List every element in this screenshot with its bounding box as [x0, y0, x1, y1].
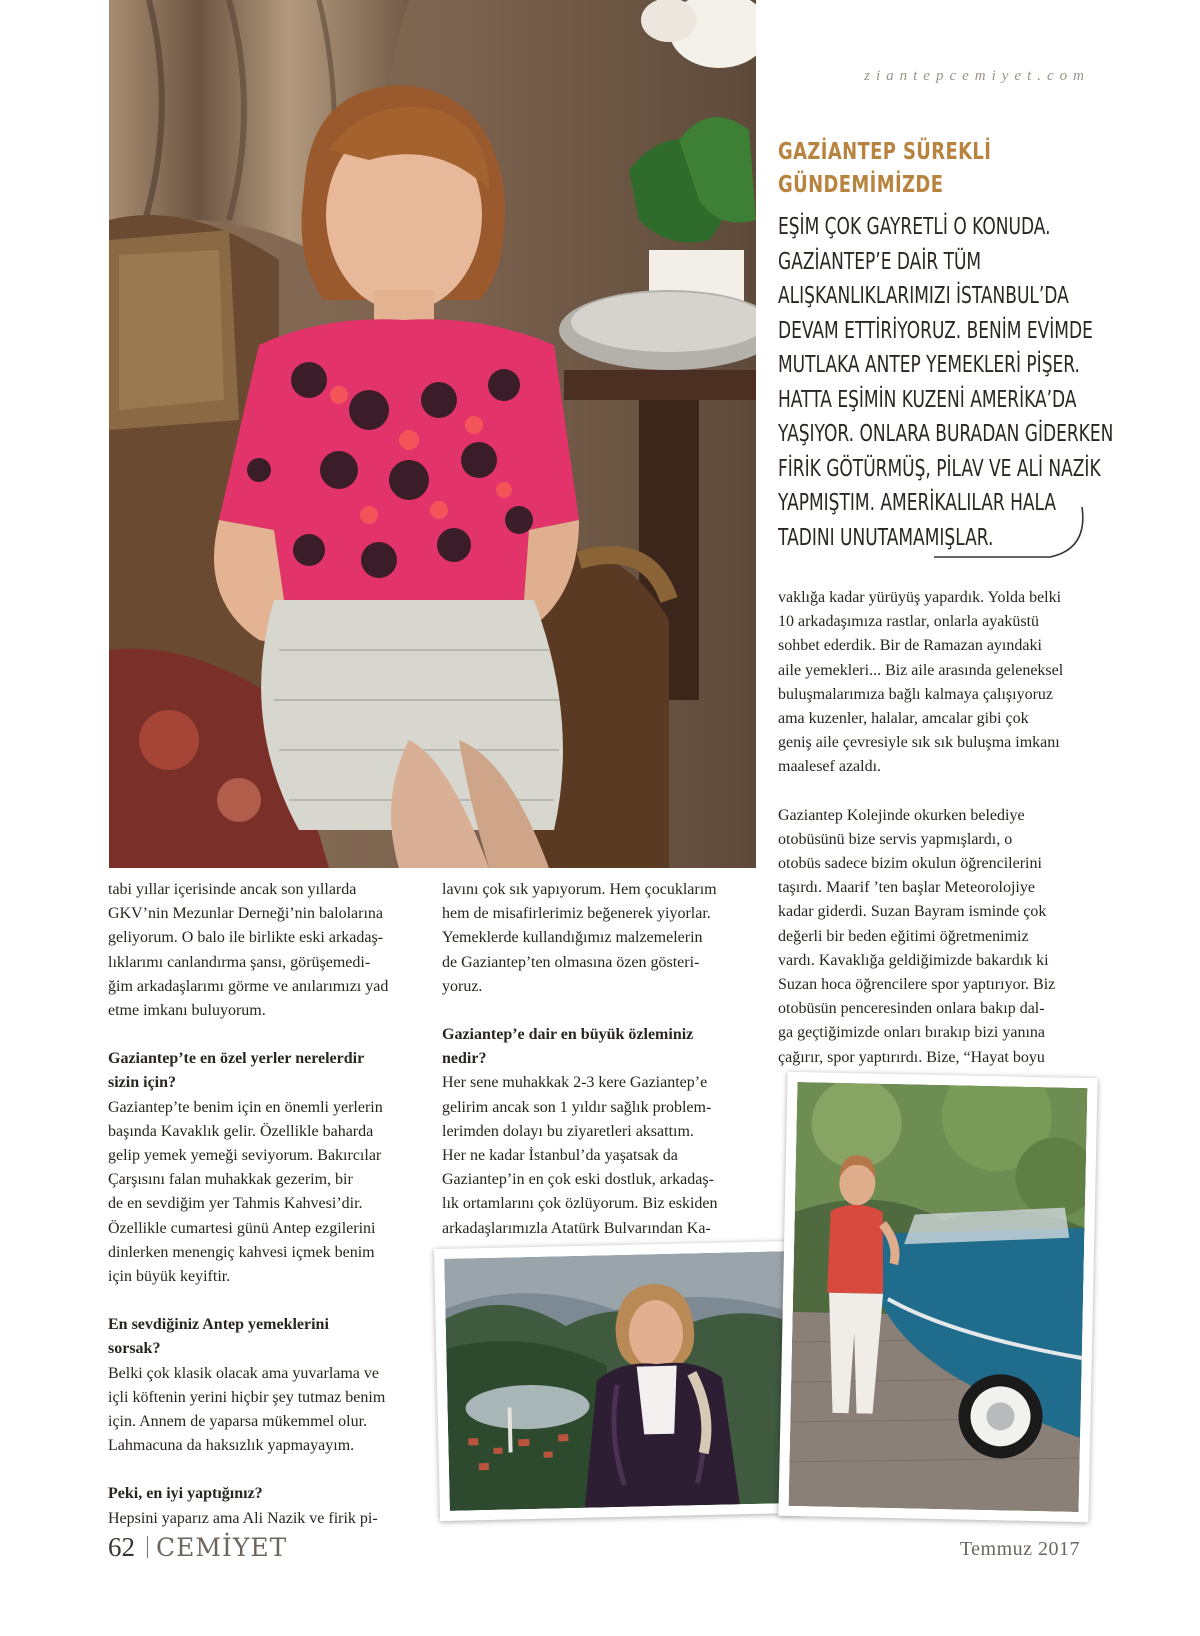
pull-quote-line: YAŞIYOR. ONLARA BURADAN GİDERKEN [778, 421, 1114, 447]
page-number: 62 [108, 1532, 135, 1562]
text-line: Belki çok klasik olacak ama yuvarlama ve [108, 1364, 380, 1382]
interview-question [108, 1482, 420, 1506]
issue-date: Temmuz 2017 [959, 1538, 1080, 1560]
pull-quote-body [778, 210, 1114, 555]
text-line: de en sevdiğim yer Tahmis Kahvesi’dir. [108, 1195, 363, 1213]
text-line: Gaziantep Kolejinde okurken belediye [778, 806, 1025, 824]
text-line: Hepsini yaparız ama Ali Nazik ve firik pi- [108, 1509, 378, 1527]
interview-question [442, 1023, 742, 1071]
text-line: ama kuzenler, halalar, amcalar gibi çok [778, 710, 1029, 728]
text-line: En sevdiğiniz Antep yemeklerini [108, 1316, 329, 1334]
text-line: Her sene muhakkak 2-3 kere Gaziantep’e [442, 1074, 708, 1092]
text-line: sizin için? [108, 1074, 177, 1092]
text-line: maalesef azaldı. [778, 758, 882, 776]
pull-quote-line: HATTA EŞİMİN KUZENİ AMERİKA’DA [778, 386, 1077, 413]
pull-quote-line: EŞİM ÇOK GAYRETLİ O KONUDA. [778, 214, 1051, 240]
text-line: vardı. Kavaklığa geldiğimizde bakardık ki [778, 951, 1049, 969]
text-line: geliyorum. O balo ile birlikte eski arkadaş- [108, 929, 384, 947]
text-line: içli köftenin yerini hiçbir şey tutmaz benim [108, 1388, 386, 1406]
text-line: Lahmacuna da haksızlık yapmayayım. [108, 1437, 355, 1455]
article-column-1 [108, 878, 420, 1531]
pull-quote-line: YAPMIŞTIM. AMERİKALILAR HALA [778, 490, 1057, 516]
page-folio [108, 1532, 287, 1563]
text-line: vaklığa kadar yürüyüş yapardık. Yolda belki [778, 589, 1062, 606]
text-line: ğim arkadaşlarımı görme ve anılarımızı yad [108, 977, 389, 995]
text-line: Özellikle cumartesi günü Antep ezgilerini [108, 1219, 376, 1237]
paragraph [108, 1362, 420, 1459]
article-column-2 [442, 878, 742, 1241]
text-line: Peki, en iyi yaptığınız? [108, 1485, 263, 1503]
pull-quote-heading-line: GÜNDEMİMİZDE [778, 172, 944, 198]
text-line: için. Annem de yaparsa mükemmel olur. [108, 1413, 368, 1431]
text-line: Gaziantep’te en özel yerler nerelerdir [108, 1050, 365, 1068]
text-line: Çarşısını falan muhakkak gezerim, bir [108, 1171, 353, 1189]
paragraph [108, 1096, 420, 1290]
paragraph [778, 586, 1088, 780]
text-line: yoruz. [442, 977, 483, 995]
text-line: tabi yıllar içerisinde ancak son yıllarda [108, 881, 357, 898]
text-line: otobüs sadece bizim okulun öğrencilerini [778, 855, 1042, 873]
classic-car-photo [778, 1072, 1097, 1522]
text-line: buluşmalarımıza bağlı kalmaya çalışıyoruz [778, 685, 1054, 703]
text-line: aile yemekleri... Biz aile arasında geleneksel [778, 661, 1064, 679]
text-line: gelip yemek yemeği seviyorum. Bakırcılar [108, 1147, 382, 1165]
pull-quote-heading-line: GAZİANTEP SÜREKLİ [778, 139, 992, 165]
text-line: geniş aile çevresiyle sık sık buluşma imkanı [778, 734, 1060, 752]
text-line: ga geçtiğimizde onları bırakıp bizi yanına [778, 1024, 1046, 1042]
paragraph [442, 1071, 742, 1240]
text-line: dinlerken menengiç kahvesi içmek benim [108, 1243, 375, 1261]
text-line: de Gaziantep’ten olmasına özen gösteri- [442, 953, 700, 971]
text-line: lıklarımı canlandırma şansı, görüşemedi- [108, 953, 371, 971]
paragraph [442, 878, 742, 999]
pull-quote-curve-decoration [930, 505, 1090, 565]
magazine-name: CEMİYET [156, 1533, 288, 1562]
pull-quote-line: TADINI UNUTAMAMIŞLAR. [778, 524, 994, 551]
text-line: gelirim ancak son 1 yıldır sağlık problem- [442, 1098, 712, 1116]
interview-question [108, 1047, 420, 1095]
text-line: için büyük keyiftir. [108, 1268, 231, 1286]
lake-landscape-photo [434, 1241, 803, 1521]
text-line: etme imkanı buluyorum. [108, 1002, 266, 1020]
paragraph [108, 1507, 420, 1531]
text-line: Gaziantep’te benim için en önemli yerlerin [108, 1098, 383, 1116]
article-column-3 [778, 586, 1088, 1070]
paragraph [778, 804, 1088, 1070]
text-line: arkadaşlarımızla Atatürk Bulvarından Ka- [442, 1219, 711, 1237]
text-line: kadar giderdi. Suzan Bayram isminde çok [778, 903, 1047, 921]
text-line: otobüsün penceresinden onlara bakıp dal- [778, 1000, 1045, 1018]
text-line: sohbet ederdik. Bir de Ramazan ayındaki [778, 637, 1042, 655]
text-line: sorsak? [108, 1340, 161, 1358]
pull-quote-line: MUTLAKA ANTEP YEMEKLERİ PİŞER. [778, 352, 1080, 378]
text-line: nedir? [442, 1050, 487, 1068]
website-url[interactable]: ziantepcemiyet.com [864, 68, 1090, 84]
text-line: başında Kavaklık gelir. Özellikle baharda [108, 1122, 374, 1140]
text-line: lerimden dolayı bu ziyaretleri aksattım. [442, 1122, 694, 1140]
text-line: Suzan hoca öğrencilere spor yaptırıyor. Biz [778, 976, 1056, 994]
folio-divider [147, 1536, 148, 1558]
interview-question [108, 1313, 420, 1361]
text-line: hem de misafirlerimiz beğenerek yiyorlar. [442, 905, 711, 923]
paragraph [108, 878, 420, 1023]
text-line: Her ne kadar İstanbul’da yaşatsak da [442, 1147, 678, 1165]
text-line: GKV’nin Mezunlar Derneği’nin balolarına [108, 905, 384, 923]
pull-quote-heading [778, 136, 1035, 202]
pull-quote-line: GAZİANTEP’E DAİR TÜM [778, 248, 982, 275]
text-line: değerli bir beden eğitimi öğretmenimiz [778, 927, 1029, 945]
text-line: çağırır, spor yaptırırdı. Bize, “Hayat boyu [778, 1048, 1045, 1066]
pull-quote-line: ALIŞKANLIKLARIMIZI İSTANBUL’DA [778, 283, 1069, 309]
text-line: lavını çok sık yapıyorum. Hem çocuklarım [442, 881, 717, 898]
text-line: taşırdı. Maarif ’ten başlar Meteorolojiye [778, 879, 1035, 897]
pull-quote-line: FİRİK GÖTÜRMÜŞ, PİLAV VE ALİ NAZİK [778, 455, 1101, 482]
text-line: Yemeklerde kullandığımız malzemelerin [442, 929, 703, 947]
text-line: 10 arkadaşımıza rastlar, onlarla ayaküstü [778, 613, 1040, 631]
main-portrait-photo [109, 0, 756, 868]
text-line: Gaziantep’in en çok eski dostluk, arkadaş- [442, 1171, 714, 1189]
text-line: lık ortamlarını çok özlüyorum. Biz eskiden [442, 1195, 718, 1213]
text-line: otobüsünü bize servis yapmışlardı, o [778, 830, 1013, 848]
text-line: Gaziantep’e dair en büyük özleminiz [442, 1026, 694, 1044]
pull-quote-line: DEVAM ETTİRİYORUZ. BENİM EVİMDE [778, 317, 1093, 344]
